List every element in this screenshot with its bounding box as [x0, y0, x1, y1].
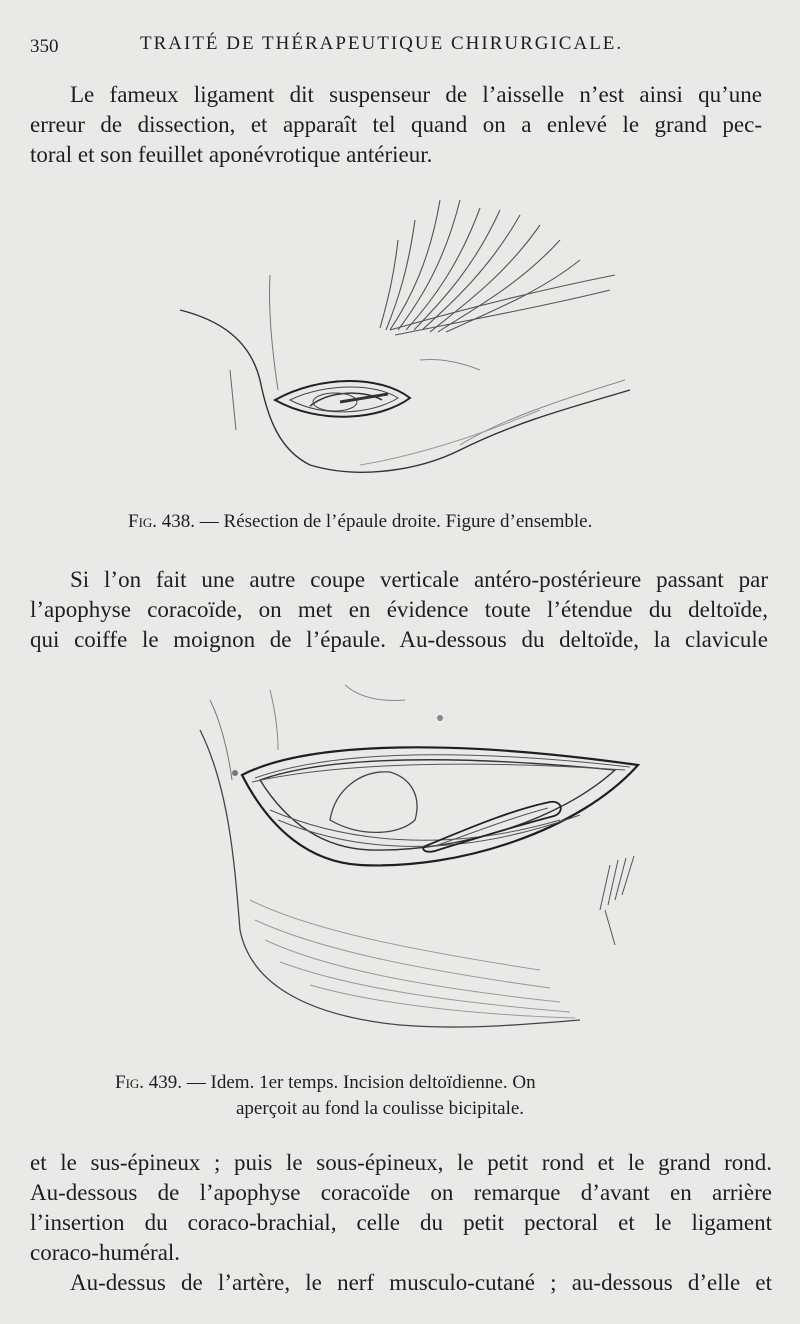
- figure-438-label: Fig. 438.: [128, 511, 196, 532]
- paragraph-4-line: Au-dessus de l’artère, le nerf musculo-cutané ; au-dessous d’elle et: [70, 1270, 772, 1295]
- paragraph-1-line: Le fameux ligament dit suspenseur de l’aisselle n’est ainsi qu’une: [70, 82, 762, 107]
- paragraph-2-line: l’apophyse coracoïde, on met en évidence toute l’étendue du deltoïde,: [30, 597, 768, 622]
- paragraph-1-line: erreur de dissection, et apparaît tel quand on a enlevé le grand pec-: [30, 112, 762, 137]
- figure-439-caption-line2: aperçoit au fond la coulisse bicipitale.: [236, 1098, 525, 1119]
- paragraph-1-line: toral et son feuillet aponévrotique antérieur.: [30, 142, 433, 167]
- figure-438-illustration: [160, 180, 640, 490]
- paragraph-3-line: Au-dessous de l’apophyse coracoïde on remarque d’avant en arrière: [30, 1180, 772, 1205]
- paragraph-2: [30, 565, 768, 655]
- paragraph-2-line: qui coiffe le moignon de l’épaule. Au-dessous du deltoïde, la clavicule: [30, 627, 768, 652]
- figure-438-caption-text: — Résection de l’épaule droite. Figure d’ensemble.: [199, 511, 593, 532]
- figure-439-caption: [115, 1070, 536, 1096]
- paragraph-1: [30, 80, 762, 170]
- figure-439-label: Fig. 439.: [115, 1072, 183, 1093]
- paragraph-3: [30, 1148, 772, 1268]
- figure-438-caption: [128, 509, 592, 535]
- figure-439-illustration: [160, 670, 670, 1050]
- running-title: TRAITÉ DE THÉRAPEUTIQUE CHIRURGICALE.: [140, 33, 624, 54]
- paragraph-2-line: Si l’on fait une autre coupe verticale antéro-postérieure passant par: [70, 567, 768, 592]
- paragraph-3-line: coraco-huméral.: [30, 1240, 181, 1265]
- paragraph-4: [30, 1268, 772, 1298]
- figure-439-caption-line1: — Idem. 1er temps. Incision deltoïdienne. On: [186, 1072, 536, 1093]
- paragraph-3-line: l’insertion du coraco-brachial, celle du petit pectoral et le ligament: [30, 1210, 772, 1235]
- paragraph-3-line: et le sus-épineux ; puis le sous-épineux, le petit rond et le grand rond.: [30, 1150, 772, 1175]
- page-number: 350: [30, 36, 59, 57]
